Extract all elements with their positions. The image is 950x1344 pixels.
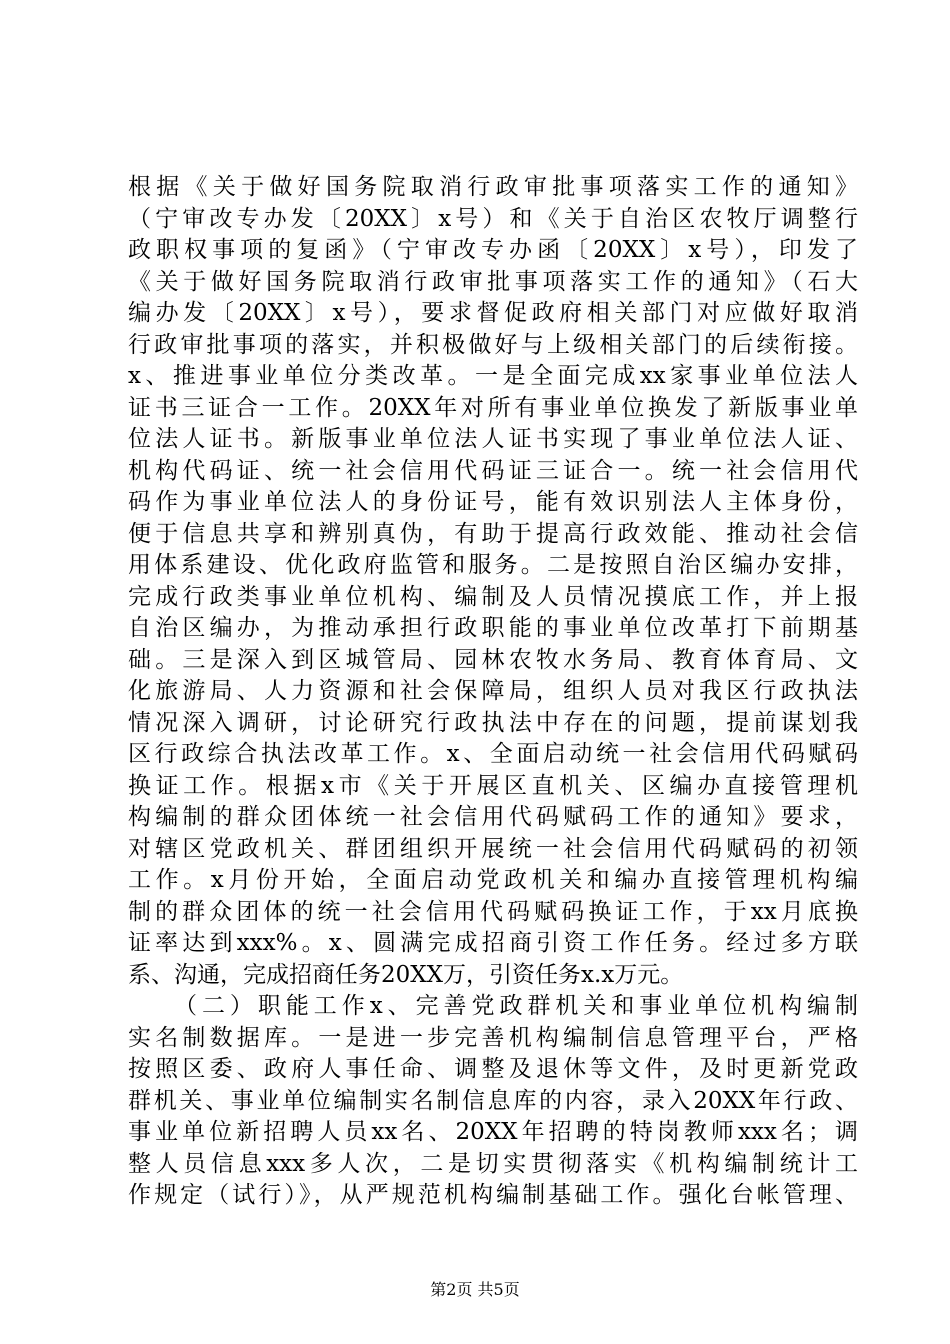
text-line: 制的群众团体的统一社会信用代码赋码换证工作，于xx月底换 (128, 898, 858, 925)
text-line: 群机关、事业单位编制实名制信息库的内容，录入20XX年行政、 (128, 1087, 858, 1114)
text-line: 作规定（试行）》，从严规范机构编制基础工作。强化台帐管理、 (128, 1182, 858, 1208)
document-body (128, 172, 858, 1212)
text-line: x、推进事业单位分类改革。一是全面完成xx家事业单位法人 (128, 363, 858, 389)
text-line: 证率达到xxx%。x、圆满完成招商引资工作任务。经过多方联 (128, 930, 858, 956)
text-line: 编办发〔20XX〕x号），要求督促政府相关部门对应做好取消 (128, 300, 858, 326)
page-number-footer: 第2页 共5页 (430, 1280, 520, 1299)
text-line: 工作。x月份开始，全面启动党政机关和编办直接管理机构编 (128, 867, 858, 893)
text-line: 机构代码证、统一社会信用代码证三证合一。统一社会信用代 (128, 457, 858, 484)
text-line: 情况深入调研，讨论研究行政执法中存在的问题，提前谋划我 (128, 709, 858, 736)
text-line: 证书三证合一工作。20XX年对所有事业单位换发了新版事业单 (128, 394, 858, 421)
text-line: 政职权事项的复函》（宁审改专办函〔20XX〕x号），印发了 (128, 237, 858, 263)
text-line: 化旅游局、人力资源和社会保障局，组织人员对我区行政执法 (128, 678, 858, 704)
text-line: 整人员信息xxx多人次，二是切实贯彻落实《机构编制统计工 (128, 1150, 858, 1177)
text-line: （宁审改专办发〔20XX〕x号）和《关于自治区农牧厅调整行 (128, 205, 858, 232)
text-line: 础。三是深入到区城管局、园林农牧水务局、教育体育局、文 (128, 646, 858, 673)
text-line: 实名制数据库。一是进一步完善机构编制信息管理平台，严格 (128, 1024, 858, 1051)
text-line: 换证工作。根据x市《关于开展区直机关、区编办直接管理机 (128, 772, 858, 799)
text-line: 便于信息共享和辨别真伪，有助于提高行政效能、推动社会信 (128, 520, 858, 547)
section-heading-line: （二）职能工作x、完善党政群机关和事业单位机构编制 (174, 993, 858, 1019)
text-line: 《关于做好国务院取消行政审批事项落实工作的通知》（石大 (128, 268, 858, 295)
text-line: 对辖区党政机关、群团组织开展统一社会信用代码赋码的初领 (128, 835, 858, 862)
text-line: 自治区编办，为推动承担行政职能的事业单位改革打下前期基 (128, 615, 858, 641)
text-line: 按照区委、政府人事任命、调整及退休等文件，及时更新党政 (128, 1056, 858, 1082)
text-line: 用体系建设、优化政府监管和服务。二是按照自治区编办安排， (128, 552, 858, 578)
text-line: 行政审批事项的落实，并积极做好与上级相关部门的后续衔接。 (128, 331, 858, 358)
text-line: 根据《关于做好国务院取消行政审批事项落实工作的通知》 (128, 174, 858, 200)
text-line: 完成行政类事业单位机构、编制及人员情况摸底工作，并上报 (128, 583, 858, 610)
text-line: 系、沟通，完成招商任务20XX万，引资任务x.x万元。 (128, 961, 684, 988)
text-line: 位法人证书。新版事业单位法人证书实现了事业单位法人证、 (128, 426, 858, 452)
text-line: 事业单位新招聘人员xx名、20XX年招聘的特岗教师xxx名；调 (128, 1119, 858, 1145)
text-line: 区行政综合执法改革工作。x、全面启动统一社会信用代码赋码 (128, 741, 858, 767)
text-line: 构编制的群众团体统一社会信用代码赋码工作的通知》要求， (128, 804, 858, 830)
text-line: 码作为事业单位法人的身份证号，能有效识别法人主体身份， (128, 489, 858, 515)
